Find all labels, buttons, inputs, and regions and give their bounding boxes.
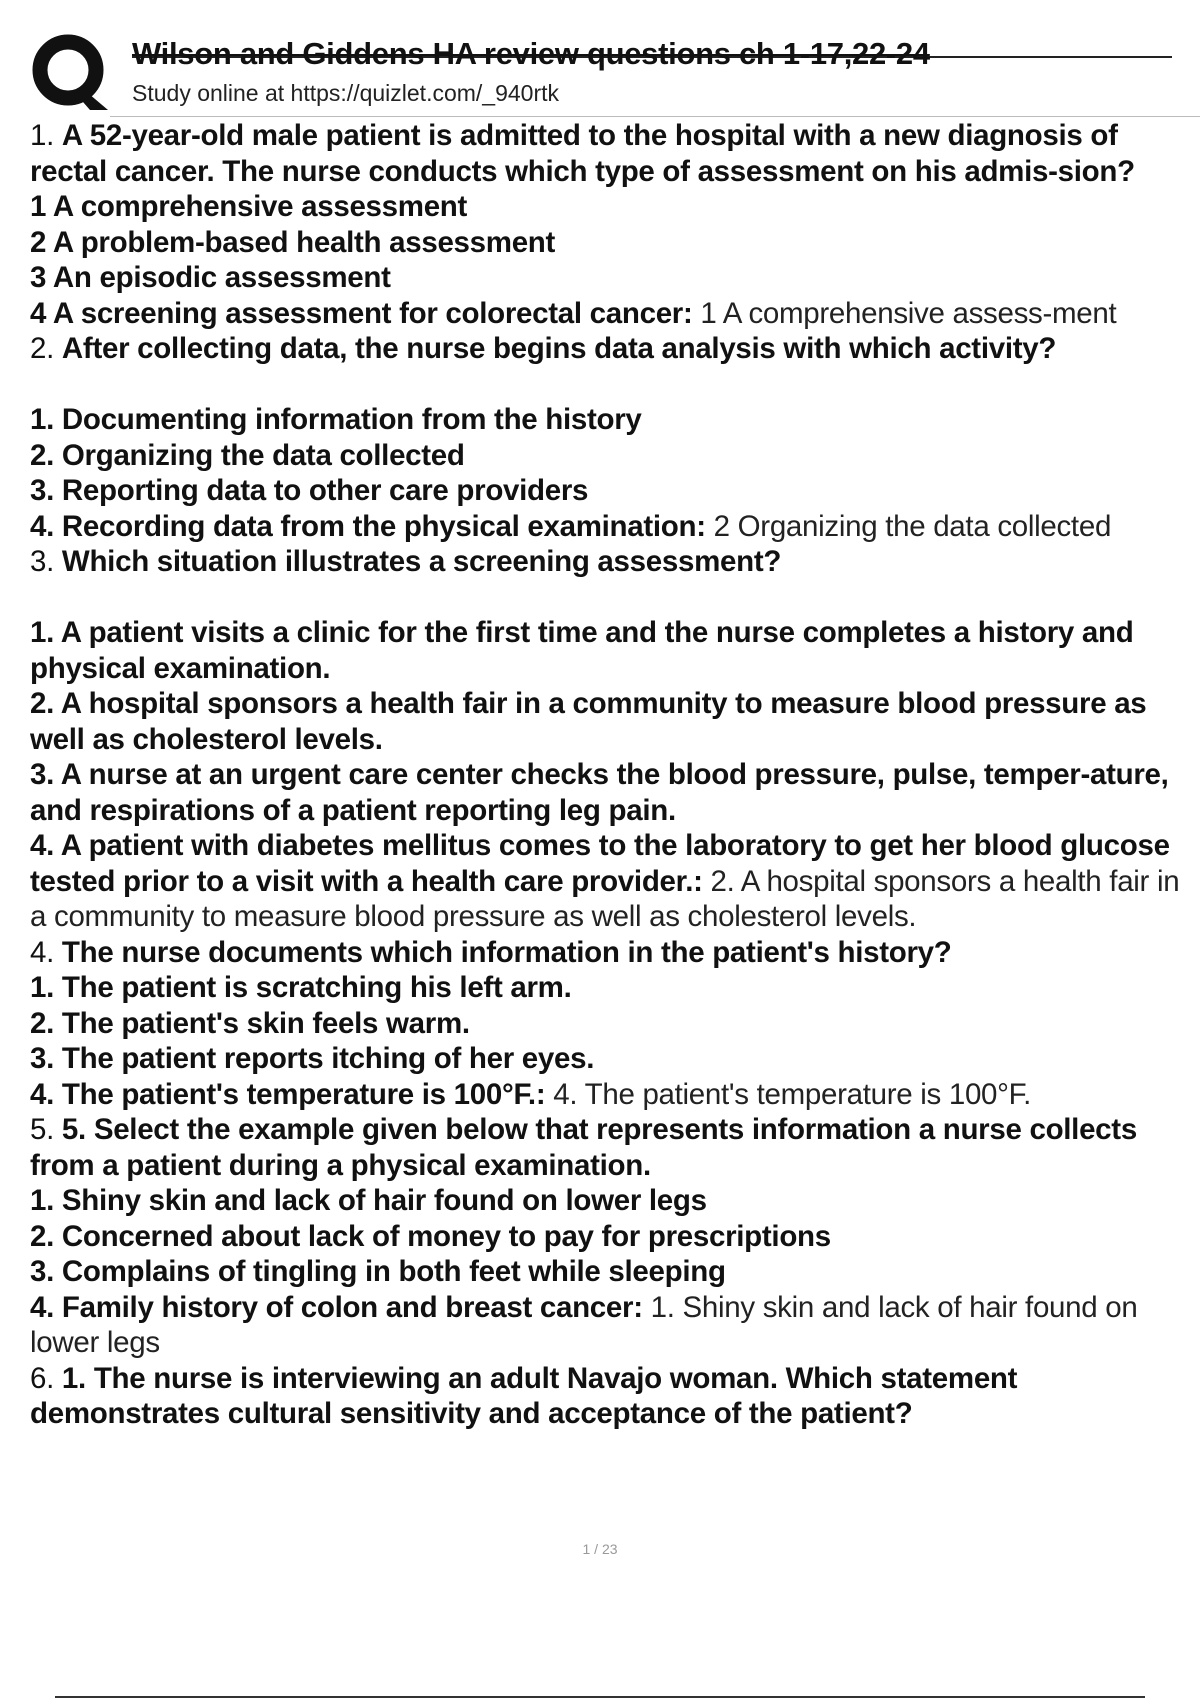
question-4-stem: 4. The nurse documents which information in the patient's history? <box>30 935 952 969</box>
question-2-option-1: 1. Documenting information from the history <box>30 403 642 436</box>
header-divider <box>110 116 1200 117</box>
question-2-option-3: 3. Reporting data to other care providers <box>30 474 589 507</box>
question-1-answer: 1 A comprehensive assess-ment <box>700 296 1117 330</box>
question-3-option-4: 4. A patient with diabetes mellitus comes to the laboratory to get her blood glucose tested prior to a visit with a health care provider.: 2. A hospital sponsors a health fair in a community to measure blood pressure as well as cholesterol levels. <box>30 829 1180 933</box>
question-2-option-4: 4. Recording data from the physical examination: 2 Organizing the data collected <box>30 509 1112 543</box>
question-4-option-4: 4. The patient's temperature is 100°F.: 4. The patient's temperature is 100°F. <box>30 1077 1032 1111</box>
question-3-option-1: 1. A patient visits a clinic for the first time and the nurse completes a history and physical examination. <box>30 616 1134 685</box>
page-indicator: 1 / 23 <box>582 1541 618 1557</box>
question-1-option-2: 2 A problem-based health assessment <box>30 225 556 259</box>
question-5-option-1: 1. Shiny skin and lack of hair found on lower legs <box>30 1184 707 1217</box>
quizlet-logo-icon <box>30 32 110 112</box>
question-6-stem: 6. 1. The nurse is interviewing an adult Navajo woman. Which statement demonstrates cultural sensitivity and acceptance of the patient? <box>30 1361 1018 1430</box>
question-5-answer: 1. Shiny skin and lack of hair found on lower legs <box>30 1290 1138 1359</box>
question-4-option-3: 3. The patient reports itching of her eyes. <box>30 1042 595 1075</box>
question-5-stem: 5. 5. Select the example given below that represents information a nurse collects from a patient during a physical examination. <box>30 1113 1137 1182</box>
question-4-option-2: 2. The patient's skin feels warm. <box>30 1006 470 1040</box>
document-title: Wilson and Giddens HA review questions ch 1-17,22-24 <box>132 36 930 71</box>
question-3-option-3: 3. A nurse at an urgent care center checks the blood pressure, pulse, temper-ature, and respirations of a patient reporting leg pain. <box>30 758 1169 827</box>
question-5-option-2: 2. Concerned about lack of money to pay for prescriptions <box>30 1219 831 1253</box>
document-header <box>30 30 1145 116</box>
question-1-stem: 1. A 52-year-old male patient is admitted to the hospital with a new diagnosis of rectal cancer. The nurse conducts which type of assessment on his admis-sion? <box>30 119 1135 188</box>
question-1-option-1: 1 A comprehensive assessment <box>30 190 468 223</box>
question-1-option-4: 4 A screening assessment for colorectal cancer: 1 A comprehensive assess-ment <box>30 296 1117 330</box>
spacer <box>30 367 1180 403</box>
question-2-option-2: 2. Organizing the data collected <box>30 438 465 472</box>
question-2-stem: 2. After collecting data, the nurse begins data analysis with which activity? <box>30 332 1057 365</box>
question-list <box>30 118 1180 1432</box>
question-2-answer: 2 Organizing the data collected <box>713 509 1112 543</box>
question-3-stem: 3. Which situation illustrates a screening assessment? <box>30 545 782 578</box>
question-3-answer: 2. A hospital sponsors a health fair in a community to measure blood pressure as well as cholesterol levels. <box>30 864 1180 933</box>
study-online-link[interactable]: Study online at https://quizlet.com/_940rtk <box>132 80 560 106</box>
question-4-answer: 4. The patient's temperature is 100°F. <box>553 1077 1032 1111</box>
question-5-option-4: 4. Family history of colon and breast cancer: 1. Shiny skin and lack of hair found on lower legs <box>30 1290 1138 1359</box>
question-1-option-3: 3 An episodic assessment <box>30 261 391 294</box>
footer-divider <box>55 1696 1145 1698</box>
question-3-option-2: 2. A hospital sponsors a health fair in a community to measure blood pressure as well as cholesterol levels. <box>30 687 1147 756</box>
question-4-option-1: 1. The patient is scratching his left arm. <box>30 971 572 1004</box>
spacer <box>30 580 1180 616</box>
question-5-option-3: 3. Complains of tingling in both feet while sleeping <box>30 1255 726 1288</box>
